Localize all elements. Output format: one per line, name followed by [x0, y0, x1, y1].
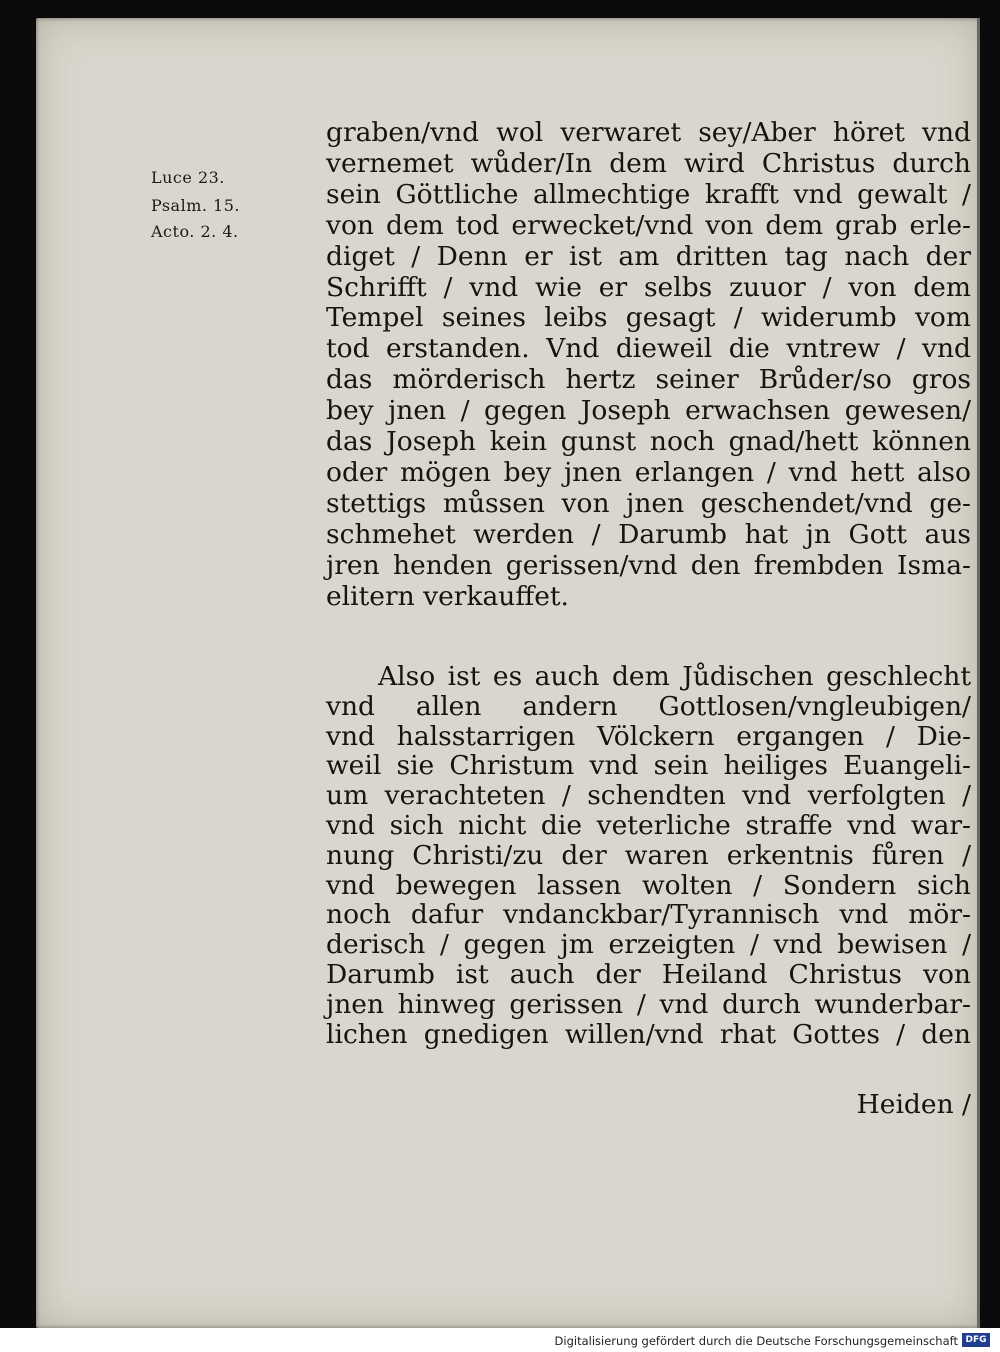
text-line: Tempel seines leibs gesagt / widerumb vom [326, 302, 971, 334]
margin-note: Psalm. 15. [151, 196, 240, 215]
text-line: nung Christi/zu der waren erkentnis fůren / [326, 839, 971, 871]
text-line: stettigs můssen von jnen geschendet/vnd ge- [326, 487, 971, 519]
text-line: weil sie Christum vnd sein heiliges Euangeli- [326, 750, 971, 782]
text-line: lichen gnedigen willen/vnd rhat Gottes / den [326, 1018, 971, 1050]
text-line: vernemet wůder/In dem wird Christus durch [326, 147, 971, 179]
text-line: derisch / gegen jm erzeigten / vnd bewisen / [326, 929, 971, 961]
text-line: diget / Denn er ist am dritten tag nach der [326, 240, 971, 272]
text-line: elitern verkauffet. [326, 580, 569, 612]
text-line: jnen hinweg gerissen / vnd durch wunderbar- [326, 988, 971, 1020]
text-line: das Joseph kein gunst noch gnad/hett können [326, 426, 971, 457]
catchword: Heiden / [856, 1089, 971, 1120]
footer [0, 1328, 1000, 1352]
text-line: noch dafur vndanckbar/Tyrannisch vnd mör- [326, 899, 971, 931]
text-line: um verachteten / schendten vnd verfolgten / [326, 780, 971, 812]
text-line: jren henden gerissen/vnd den frembden Isma- [326, 549, 971, 581]
text-line: vnd sich nicht die veterliche straffe vnd war- [326, 810, 971, 841]
book-page [36, 18, 980, 1328]
text-line: sein Göttliche allmechtige krafft vnd gewalt / [326, 178, 971, 210]
footer-credit: Digitalisierung gefördert durch die Deutsche Forschungsgemeinschaft [554, 1334, 958, 1348]
text-line: graben/vnd wol verwaret sey/Aber höret vnd [326, 117, 971, 148]
text-line: vnd allen andern Gottlosen/vngleubigen/ [326, 690, 971, 722]
text-line: das mörderisch hertz seiner Brůder/so gros [326, 364, 971, 396]
dfg-logo: DFG [962, 1333, 990, 1347]
text-line: Schrifft / vnd wie er selbs zuuor / von dem [326, 271, 971, 303]
text-line: bey jnen / gegen Joseph erwachsen gewesen/ [326, 395, 971, 427]
text-line: vnd bewegen lassen wolten / Sondern sich [326, 869, 971, 901]
text-line: tod erstanden. Vnd dieweil die vntrew / vnd [326, 333, 971, 365]
text-line: von dem tod erwecket/vnd von dem grab erle- [326, 209, 971, 241]
text-line: Also ist es auch dem Jůdischen geschlecht [378, 661, 971, 692]
margin-note: Acto. 2. 4. [151, 222, 239, 241]
margin-note: Luce 23. [151, 168, 225, 187]
text-line: vnd halsstarrigen Völckern ergangen / Die- [326, 720, 971, 752]
text-line: Darumb ist auch der Heiland Christus von [326, 959, 971, 990]
text-line: schmehet werden / Darumb hat jn Gott aus [326, 518, 971, 550]
text-line: oder mögen bey jnen erlangen / vnd hett also [326, 456, 971, 488]
